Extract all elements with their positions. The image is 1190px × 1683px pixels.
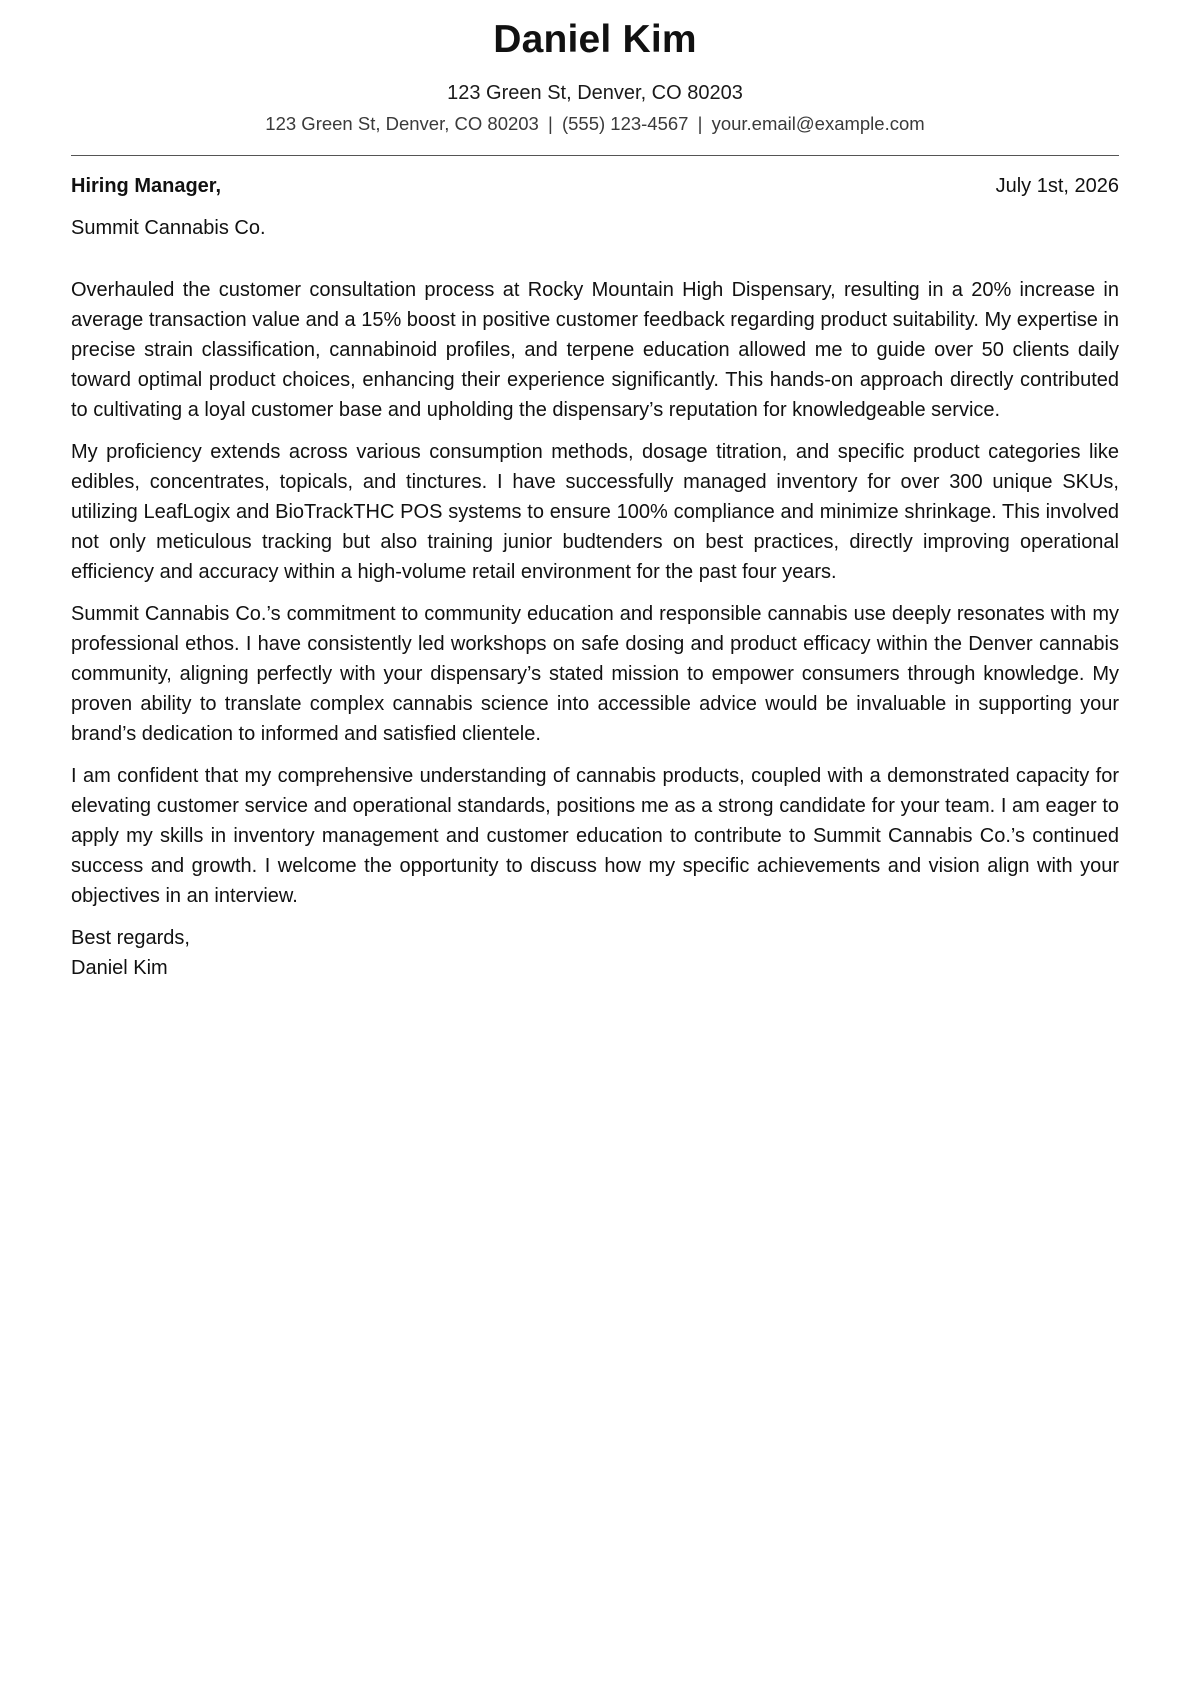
header-divider xyxy=(71,155,1119,156)
contact-address: 123 Green St, Denver, CO 80203 xyxy=(265,113,539,134)
letter-closing xyxy=(71,923,1119,983)
applicant-address: 123 Green St, Denver, CO 80203 xyxy=(447,82,743,104)
recipient-date-row xyxy=(71,172,1119,200)
letter-header xyxy=(71,0,1119,136)
contact-phone: (555) 123-4567 xyxy=(561,113,689,134)
contact-line xyxy=(71,112,1119,136)
letter-body xyxy=(71,275,1119,911)
body-paragraph: Summit Cannabis Co.’s commitment to community education and responsible cannabis use deeply resonates with my professional ethos. I have consistently led workshops on safe dosing and product efficacy within the Denver cannabis community, aligning perfectly with your dispensary’s stated mission to empower consumers through knowledge. My proven ability to translate complex cannabis science into accessible advice would be invaluable in supporting your brand’s dedication to informed and satisfied clientele. xyxy=(71,603,1119,745)
body-paragraph: Overhauled the customer consultation process at Rocky Mountain High Dispensary, resulting in a 20% increase in average transaction value and a 15% boost in positive customer feedback regarding product suitability. My expertise in precise strain classification, cannabinoid profiles, and terpene education allowed me to guide over 50 clients daily toward optimal product choices, enhancing their experience significantly. This hands-on approach directly contributed to cultivating a loyal customer base and upholding the dispensary’s reputation for knowledgeable service. xyxy=(71,279,1119,421)
closing-phrase: Best regards, xyxy=(71,927,190,949)
recipient-salutation: Hiring Manager, xyxy=(71,175,222,197)
letter-date: July 1st, 2026 xyxy=(995,175,1119,197)
contact-email: your.email@example.com xyxy=(711,113,925,134)
body-paragraph: I am confident that my comprehensive understanding of cannabis products, coupled with a demonstrated capacity for elevating customer service and operational standards, positions me as a strong candidate for your team. I am eager to apply my skills in inventory management and customer education to contribute to Summit Cannabis Co.’s continued success and growth. I welcome the opportunity to discuss how my specific achievements and vision align with your objectives in an interview. xyxy=(71,765,1119,907)
contact-separator: | xyxy=(697,113,703,134)
body-paragraph: My proficiency extends across various consumption methods, dosage titration, and specific product categories like edibles, concentrates, topicals, and tinctures. I have successfully managed inventory for over 300 unique SKUs, utilizing LeafLogix and BioTrackTHC POS systems to ensure 100% compliance and minimize shrinkage. This involved not only meticulous tracking but also training junior budtenders on best practices, directly improving operational efficiency and accuracy within a high-volume retail environment for the past four years. xyxy=(71,441,1119,583)
contact-separator: | xyxy=(548,113,553,134)
applicant-name: Daniel Kim xyxy=(493,18,697,61)
signature-name: Daniel Kim xyxy=(71,957,168,979)
recipient-company: Summit Cannabis Co. xyxy=(71,217,266,239)
